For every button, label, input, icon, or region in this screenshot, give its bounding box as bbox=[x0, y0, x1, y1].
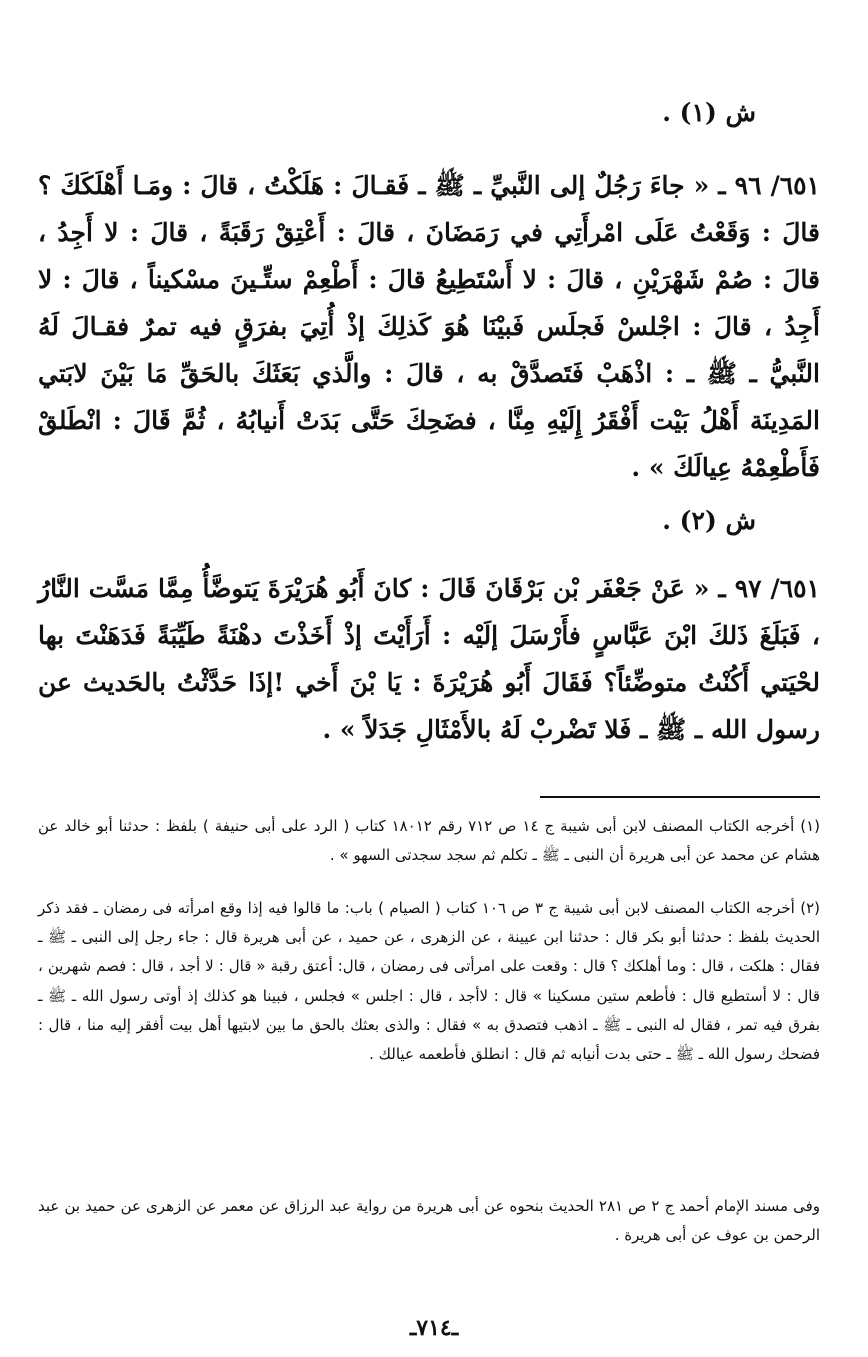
hadith-97-text: ٦٥١/ ٩٧ ـ « عَنْ جَعْفَر بْن بَرْقَانَ قَالَ : كانَ أَبُو هُرَيْرَةَ يَتوضَّأُ مِمَّا مَسَّت النَّارُ ، فَبَلَغَ ذَلكَ ابْنَ عَبَّاسٍ فأَرْسَلَ إلَيْه : أَرَأَيْتَ إذْ أَخَذْتَ دهْنَةً طَيِّبَةً فَدَهَنْتَ بها لحْيَتي أَكُنْتُ متوضِّئاً؟ فَقَالَ أَبُو هُرَيْرَةَ : يَا بْنَ أَخي !إذَا حَدَّثْتُ بالحَديث عن رسول الله ـ ﷺ ـ فَلا تَضْربْ لَهُ بالأَمْثَالِ جَدَلاً » . bbox=[38, 574, 821, 744]
page-number: ـ٧١٤ـ bbox=[409, 1315, 459, 1341]
footnote-1: (١) أخرجه الكتاب المصنف لابن أبى شيبة ج ١٤ ص ٧١٢ رقم ١٨٠١٢ كتاب ( الرد على أبى حنيفة ) بلفظ : حدثنا أبو خالد عن هشام عن محمد عن أبى هريرة أن النبى ـ ﷺ ـ تكلم ثم سجد سجدتى السهو » . bbox=[38, 817, 820, 865]
commentary-marker-1: ش (١) . bbox=[662, 98, 756, 127]
footnote-3: وفى مسند الإمام أحمد ج ٢ ص ٢٨١ الحديث بنحوه عن أبى هريرة من رواية عبد الرزاق عن معمر عن الزهرى عن حميد بن عبد الرحمن بن عوف عن أبى هريرة . bbox=[38, 1197, 821, 1245]
footnote-2: (٢) أخرجه الكتاب المصنف لابن أبى شيبة ج ٣ ص ١٠٦ كتاب ( الصيام ) باب: ما قالوا فيه إذا وقع امرأته فى رمضان ـ فقد ذكر الحديث بلفظ : حدثنا أبو بكر قال : حدثنا ابن عيينة ، عن الزهرى ، عن حميد ، عن أبى هريرة قال : جاء رجل إلى النبى ـ ﷺ ـ فقال : هلكت ، قال : وما أهلكك ؟ قال : وقعت على امرأتى فى رمضان ، قال: أعتق رقبة « قال : لا أجد ، قال : فصم شهرين ، قال : لا أستطيع قال : فأطعم ستين مسكينا » قال : لاأجد ، قال : اجلس » فجلس ، فبينا هو كذلك إذ أوتى رسول الله ـ ﷺ ـ بفرق فيه تمر ، فقال له النبى ـ ﷺ ـ اذهب فتصدق به » فقال : والذى بعثك بالحق ما بين لابتيها أهل بيت أفقر إليه منا ، قال : فضحك رسول الله ـ ﷺ ـ حتى بدت أنيابه ثم قال : انطلق فأطعمه عيالك . bbox=[38, 899, 821, 1064]
footnote-separator bbox=[540, 796, 820, 798]
hadith-96-text: ٦٥١/ ٩٦ ـ « جاءَ رَجُلٌ إلى النَّبيِّ ـ ﷺ ـ فَقـالَ : هَلَكْتُ ، قالَ : ومَـا أَهْلَكَكَ ؟ قالَ : وَقَعْتُ عَلَى امْرأَتِي في رَمَضَانَ ، قالَ : أَعْتِقْ رَقَبَةً ، قالَ : لا أَجِدُ ، قالَ : صُمْ شَهْرَيْنِ ، قالَ : لا أَسْتَطِيعُ قالَ : أَطْعِمْ ستِّـينَ مسْكيناً ، قالَ : لا أَجِدُ ، قالَ : اجْلسْ فَجلَس فَبيْنَا هُوَ كَذلِكَ إذْ أُتِيَ بفرَقٍ فيه تمرٌ فقـالَ لَهُ النَّبيُّ ـ ﷺ ـ : اذْهَبْ فَتَصدَّقْ به ، قالَ : والَّذي بَعَثَكَ بالحَقِّ مَا بَيْنَ لابَتي المَدِينَة أَهْلُ بَيْت أَفْقَرُ إِلَيْهِ مِنَّا ، فضَحِكَ حَتَّى بَدَتْ أَنيابُهُ ، ثُمَّ قَالَ : انْطَلقْ فَأَطْعِمْهُ عِيالَكَ » . bbox=[38, 171, 821, 482]
commentary-marker-2: ش (٢) . bbox=[662, 506, 756, 535]
